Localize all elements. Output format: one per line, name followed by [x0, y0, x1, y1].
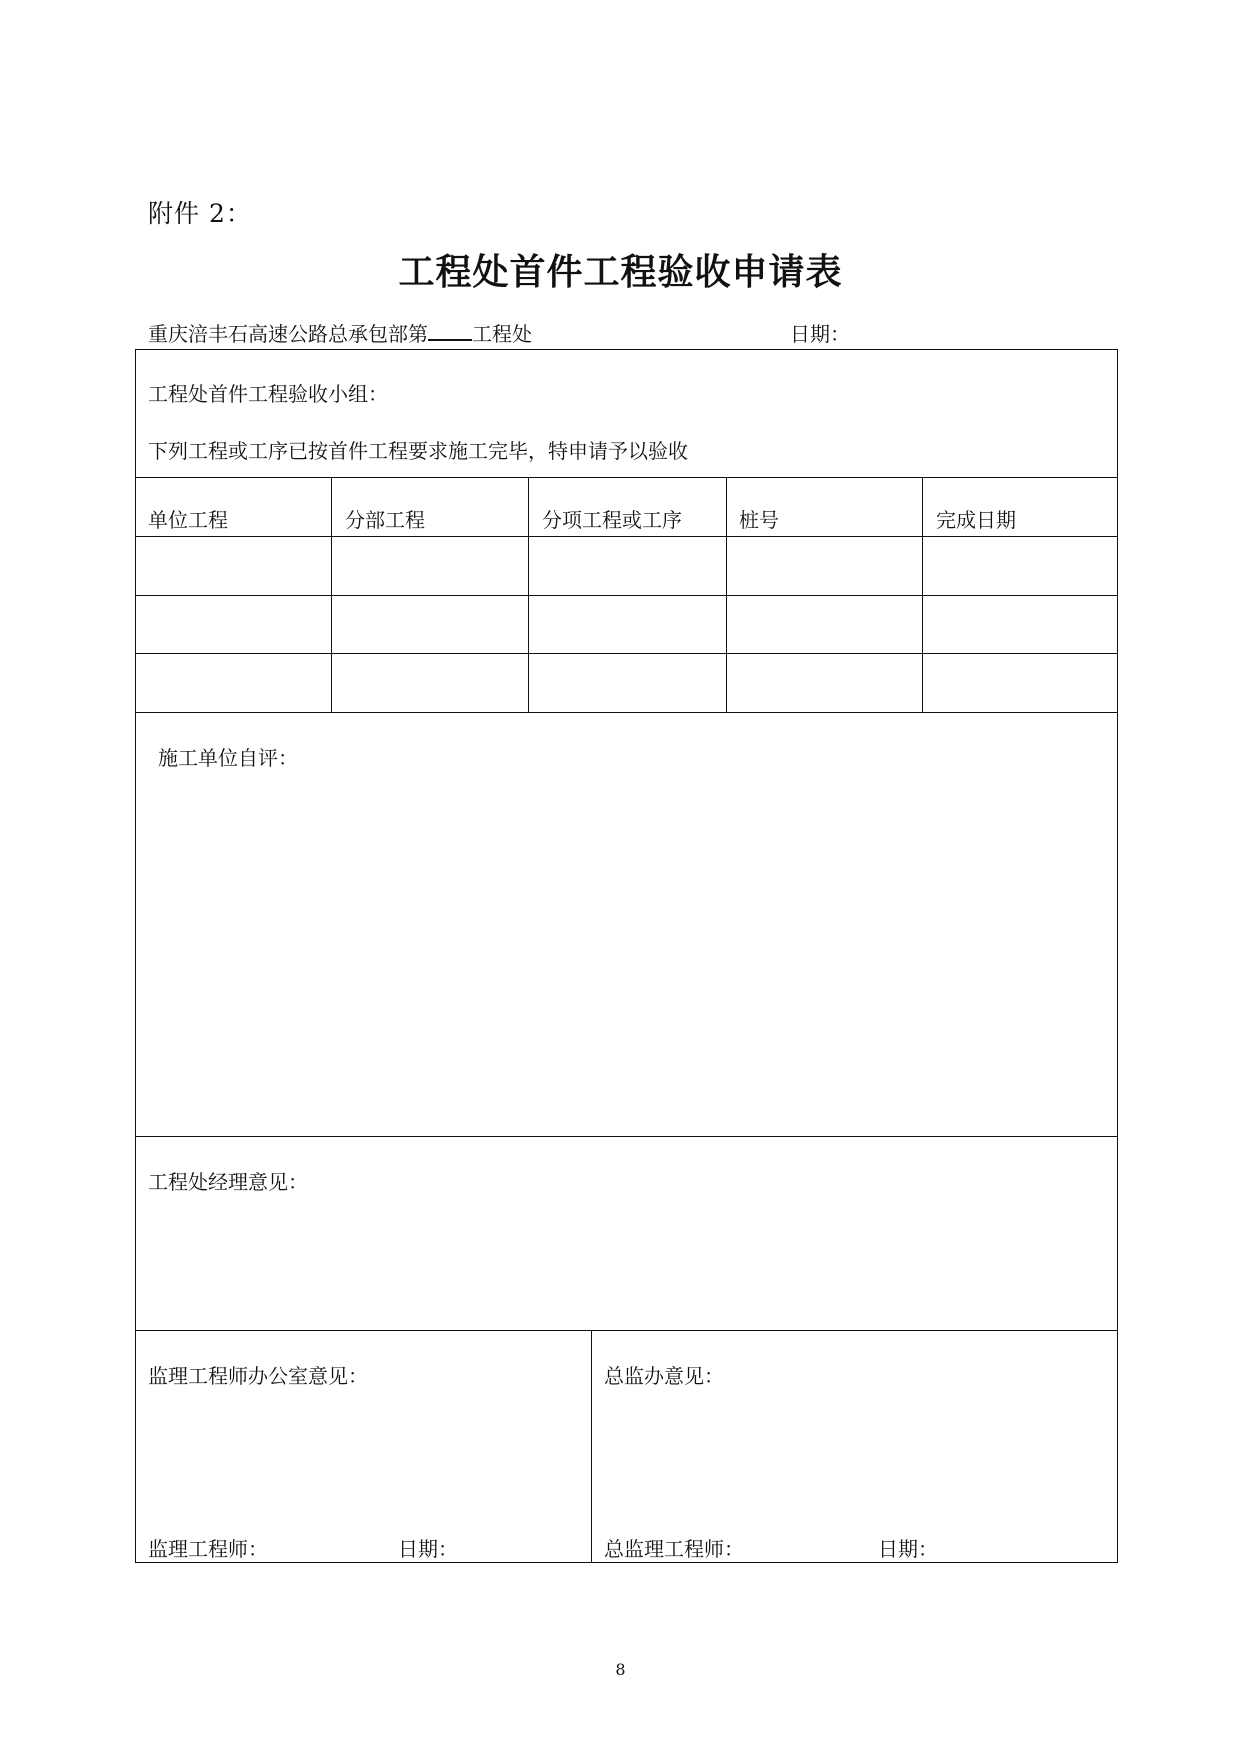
- supervisor-engineer-label: 监理工程师：: [148, 1537, 268, 1561]
- chief-office-opinion-label: 总监办意见：: [604, 1364, 724, 1388]
- org-number-blank[interactable]: [428, 321, 472, 341]
- rule-table-bottom: [135, 712, 1118, 713]
- chief-engineer-label: 总监理工程师：: [604, 1537, 744, 1561]
- table-row[interactable]: [136, 597, 1117, 652]
- table-row[interactable]: [136, 538, 1117, 594]
- supervisor-office-opinion-label: 监理工程师办公室意见：: [148, 1364, 368, 1388]
- rule-row2-bottom: [135, 653, 1118, 654]
- org-prefix: 重庆涪丰石高速公路总承包部第: [148, 322, 428, 346]
- rule-self-eval-bottom: [135, 1136, 1118, 1137]
- column-header-division: 分部工程: [345, 508, 425, 532]
- column-header-station: 桩号: [739, 508, 779, 532]
- column-header-completion-date: 完成日期: [936, 508, 1016, 532]
- attachment-label: 附件 2：: [148, 199, 252, 228]
- manager-opinion-label: 工程处经理意见：: [148, 1170, 308, 1194]
- rule-intro-bottom: [135, 477, 1118, 478]
- column-header-item: 分项工程或工序: [542, 508, 682, 532]
- chief-date-label: 日期：: [878, 1537, 938, 1561]
- request-text: 下列工程或工序已按首件工程要求施工完毕，特申请予以验收: [148, 439, 688, 463]
- header-date-label: 日期：: [790, 322, 850, 346]
- table-row[interactable]: [136, 655, 1117, 711]
- rule-row1-bottom: [135, 595, 1118, 596]
- org-line: [148, 318, 532, 347]
- column-header-unit: 单位工程: [148, 508, 228, 532]
- rule-manager-bottom: [135, 1330, 1118, 1331]
- org-suffix: 工程处: [472, 322, 532, 346]
- supervisor-date-label: 日期：: [398, 1537, 458, 1561]
- opinion-divider: [591, 1330, 592, 1563]
- self-evaluation-label: 施工单位自评：: [158, 746, 298, 770]
- acceptance-group-label: 工程处首件工程验收小组：: [148, 382, 388, 406]
- form-title: 工程处首件工程验收申请表: [398, 251, 843, 293]
- page-number: 8: [615, 1660, 626, 1679]
- rule-header-bottom: [135, 536, 1118, 537]
